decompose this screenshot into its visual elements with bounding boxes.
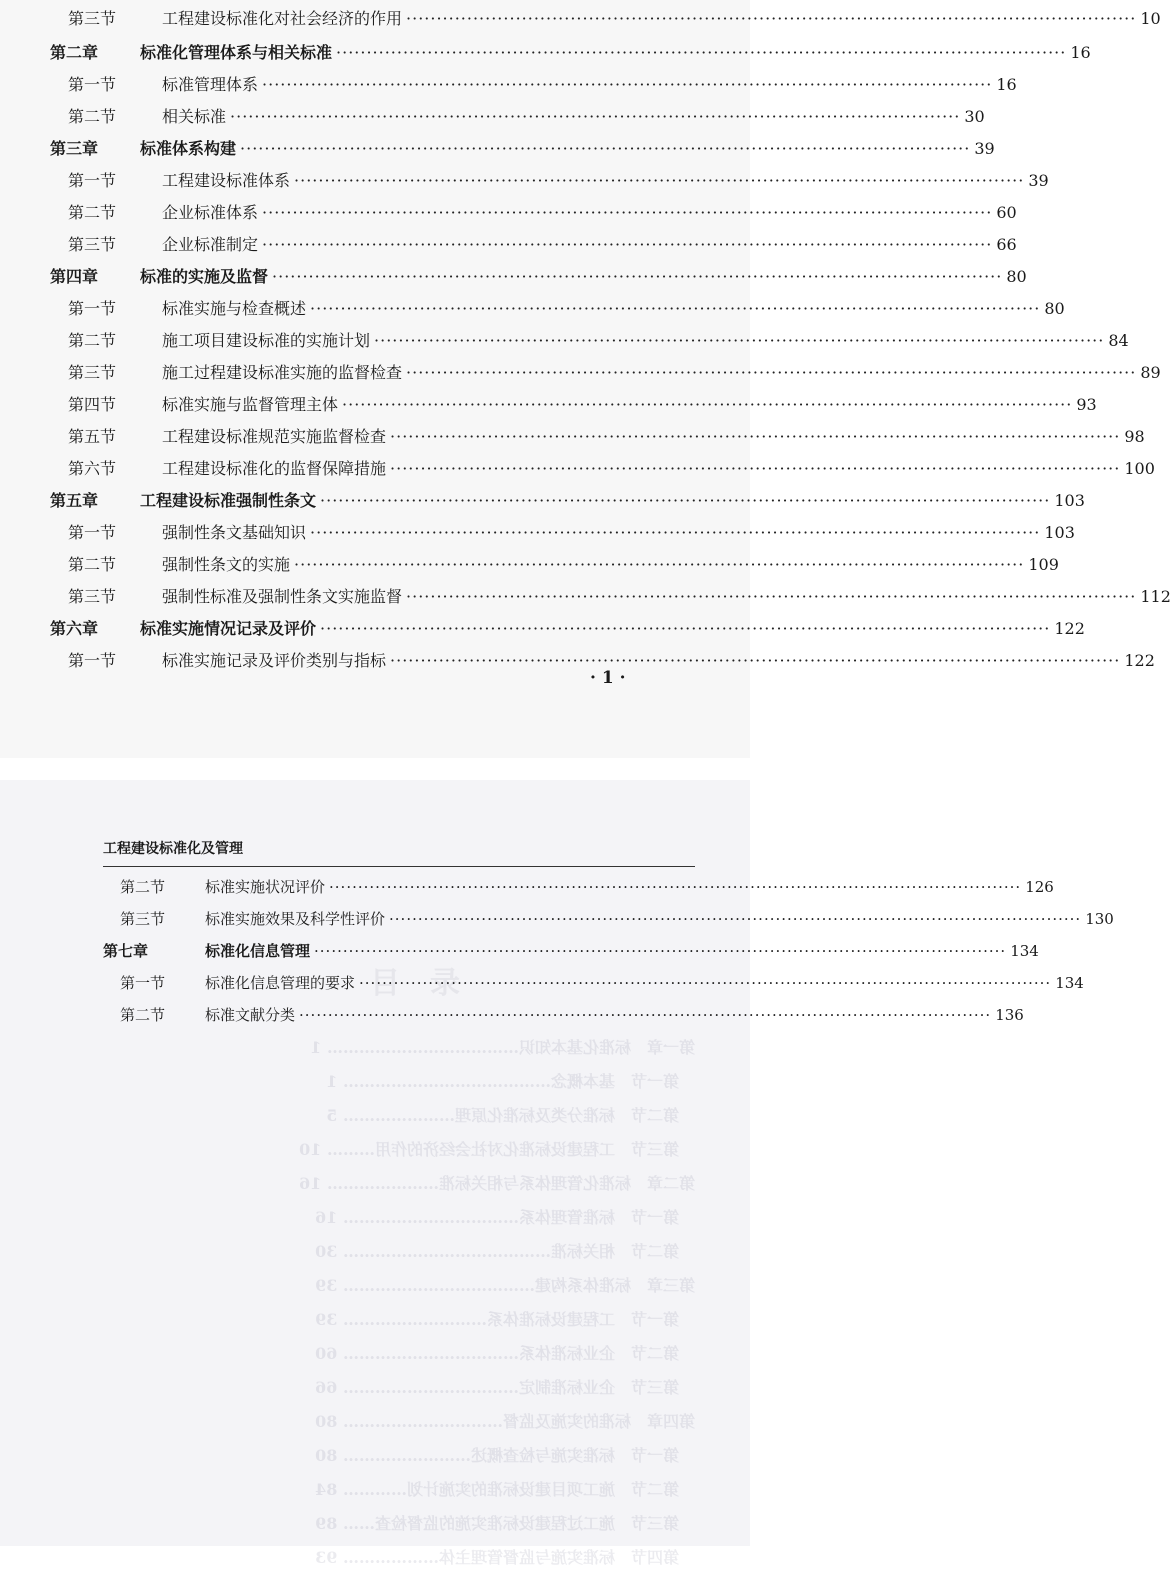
leader-dots <box>320 491 1050 510</box>
entry-page: 100 <box>1124 459 1155 478</box>
leader-dots <box>310 299 1040 318</box>
entry-label: 第二节 <box>68 555 117 574</box>
leader-dots <box>262 203 992 222</box>
entry-title: 相关标准 <box>162 107 227 126</box>
leader-dots <box>262 235 992 254</box>
toc-entry <box>103 1004 1024 1034</box>
entry-label: 第二节 <box>68 331 117 350</box>
entry-page: 112 <box>1140 587 1171 606</box>
entry-label: 第二章 <box>50 43 99 62</box>
entry-page: 122 <box>1124 651 1155 670</box>
entry-title: 标准体系构建 <box>140 139 237 158</box>
entry-label: 第三节 <box>68 587 117 606</box>
leader-dots <box>390 459 1120 478</box>
entry-page: 84 <box>1108 331 1129 350</box>
header-rule <box>103 866 695 867</box>
toc-page-1 <box>0 0 1171 758</box>
leader-dots <box>406 9 1136 28</box>
entry-title: 标准实施效果及科学性评价 <box>205 910 386 928</box>
entry-page: 16 <box>996 75 1017 94</box>
leader-dots <box>374 331 1104 350</box>
leader-dots <box>240 139 970 158</box>
entry-label: 第二节 <box>120 878 166 896</box>
entry-title: 强制性标准及强制性条文实施监督 <box>162 587 403 606</box>
leader-dots <box>262 75 992 94</box>
leader-dots <box>320 619 1050 638</box>
entry-page: 122 <box>1054 619 1085 638</box>
entry-title: 标准实施与检查概述 <box>162 299 307 318</box>
entry-page: 109 <box>1028 555 1059 574</box>
entry-label: 第一节 <box>120 974 166 992</box>
leader-dots <box>299 1006 991 1024</box>
entry-title: 标准实施与监督管理主体 <box>162 395 339 414</box>
entry-title: 企业标准制定 <box>162 235 259 254</box>
page-number: · 1 · <box>590 668 626 688</box>
entry-title: 施工过程建设标准实施的监督检查 <box>162 363 403 382</box>
entry-page: 10 <box>1140 9 1161 28</box>
entry-title: 强制性条文的实施 <box>162 555 291 574</box>
entry-title: 工程建设标准强制性条文 <box>140 491 317 510</box>
entry-label: 第三节 <box>120 910 166 928</box>
entry-label: 第三节 <box>68 363 117 382</box>
entry-title: 标准实施记录及评价类别与指标 <box>162 651 387 670</box>
show-through-text: 第一章 标准化基本知识……………………………… 1 第一节 基本概念………………………………… 1 第二节 标准分类及标准化原理………………… 5 第三节 工程建设标准化对社会经济的作用……… 10 第二章 标准化管理体系与相关标准………………… 16 第一节 标准管理体系…………………………… 16 第二节 相关标准………………………………… 30 第三章 标准体系构建……………………………… 39 第一节 工程建设标准体系……………………… 39 第二节 企业标准体系…………………………… 60 第三节 企业标准制定…………………………… 66 第四章 标准的实施及监督………………………… 80 第一节 标准实施与检查概述…………………… 80 第二节 施工项目建设标准的实施计划………… 84 第三节 施工过程建设标准实施的监督检查…… 89 第四节 标准实施与监督管理主体……………… 93 <box>299 1038 695 1567</box>
running-header: 工程建设标准化及管理 <box>103 841 243 857</box>
entry-title: 标准文献分类 <box>205 1006 296 1024</box>
leader-dots <box>272 267 1002 286</box>
toc-entry <box>103 908 1114 938</box>
entry-label: 第六节 <box>68 459 117 478</box>
entry-title: 标准的实施及监督 <box>140 267 269 286</box>
entry-page: 39 <box>974 139 995 158</box>
entry-page: 39 <box>1028 171 1049 190</box>
entry-page: 16 <box>1070 43 1091 62</box>
entry-title: 标准化管理体系与相关标准 <box>140 43 333 62</box>
entry-title: 标准实施情况记录及评价 <box>140 619 317 638</box>
show-through-heading: 目 录 <box>370 966 460 1001</box>
entry-title: 工程建设标准规范实施监督检查 <box>162 427 387 446</box>
leader-dots <box>230 107 960 126</box>
entry-label: 第一节 <box>68 651 117 670</box>
toc-page-2 <box>0 780 1114 1567</box>
leader-dots <box>390 427 1120 446</box>
entry-page: 80 <box>1044 299 1065 318</box>
toc-entry <box>50 6 1161 43</box>
entry-page: 60 <box>996 203 1017 222</box>
entry-label: 第三节 <box>68 9 117 28</box>
leader-dots <box>359 974 1051 992</box>
entry-page: 30 <box>964 107 985 126</box>
leader-dots <box>406 363 1136 382</box>
entry-page: 93 <box>1076 395 1097 414</box>
entry-title: 标准管理体系 <box>162 75 259 94</box>
leader-dots <box>329 878 1021 896</box>
entry-label: 第四章 <box>50 267 99 286</box>
entry-label: 第六章 <box>50 619 99 638</box>
entry-label: 第七章 <box>103 942 149 960</box>
entry-page: 126 <box>1025 878 1054 896</box>
entry-page: 66 <box>996 235 1017 254</box>
leader-dots <box>342 395 1072 414</box>
entry-page: 130 <box>1085 910 1114 928</box>
entry-title: 强制性条文基础知识 <box>162 523 307 542</box>
entry-label: 第一节 <box>68 299 117 318</box>
entry-page: 134 <box>1010 942 1039 960</box>
entry-label: 第五章 <box>50 491 99 510</box>
leader-dots <box>389 910 1081 928</box>
leader-dots <box>390 651 1120 670</box>
entry-page: 80 <box>1006 267 1027 286</box>
page-gap <box>0 758 750 780</box>
entry-label: 第四节 <box>68 395 117 414</box>
entry-title: 工程建设标准化对社会经济的作用 <box>162 9 403 28</box>
leader-dots <box>294 171 1024 190</box>
entry-title: 工程建设标准体系 <box>162 171 291 190</box>
toc-chapter <box>103 940 1039 970</box>
entry-page: 134 <box>1055 974 1084 992</box>
leader-dots <box>336 43 1066 62</box>
entry-label: 第二节 <box>68 107 117 126</box>
entry-page: 89 <box>1140 363 1161 382</box>
entry-page: 98 <box>1124 427 1145 446</box>
entry-label: 第一节 <box>68 75 117 94</box>
entry-title: 标准实施状况评价 <box>205 878 326 896</box>
entry-page: 103 <box>1054 491 1085 510</box>
entry-page: 136 <box>995 1006 1024 1024</box>
entry-label: 第二节 <box>68 203 117 222</box>
entry-label: 第五节 <box>68 427 117 446</box>
entry-page: 103 <box>1044 523 1075 542</box>
entry-label: 第三节 <box>68 235 117 254</box>
entry-title: 企业标准体系 <box>162 203 259 222</box>
entry-label: 第一节 <box>68 523 117 542</box>
entry-label: 第二节 <box>120 1006 166 1024</box>
toc-entry <box>103 972 1084 1002</box>
entry-label: 第三章 <box>50 139 99 158</box>
entry-title: 标准化信息管理 <box>205 942 311 960</box>
toc-entry <box>103 876 1054 906</box>
entry-title: 工程建设标准化的监督保障措施 <box>162 459 387 478</box>
entry-title: 施工项目建设标准的实施计划 <box>162 331 371 350</box>
toc-entry <box>50 648 1155 685</box>
leader-dots <box>310 523 1040 542</box>
leader-dots <box>406 587 1136 606</box>
leader-dots <box>294 555 1024 574</box>
leader-dots <box>314 942 1006 960</box>
entry-title: 标准化信息管理的要求 <box>205 974 356 992</box>
entry-label: 第一节 <box>68 171 117 190</box>
